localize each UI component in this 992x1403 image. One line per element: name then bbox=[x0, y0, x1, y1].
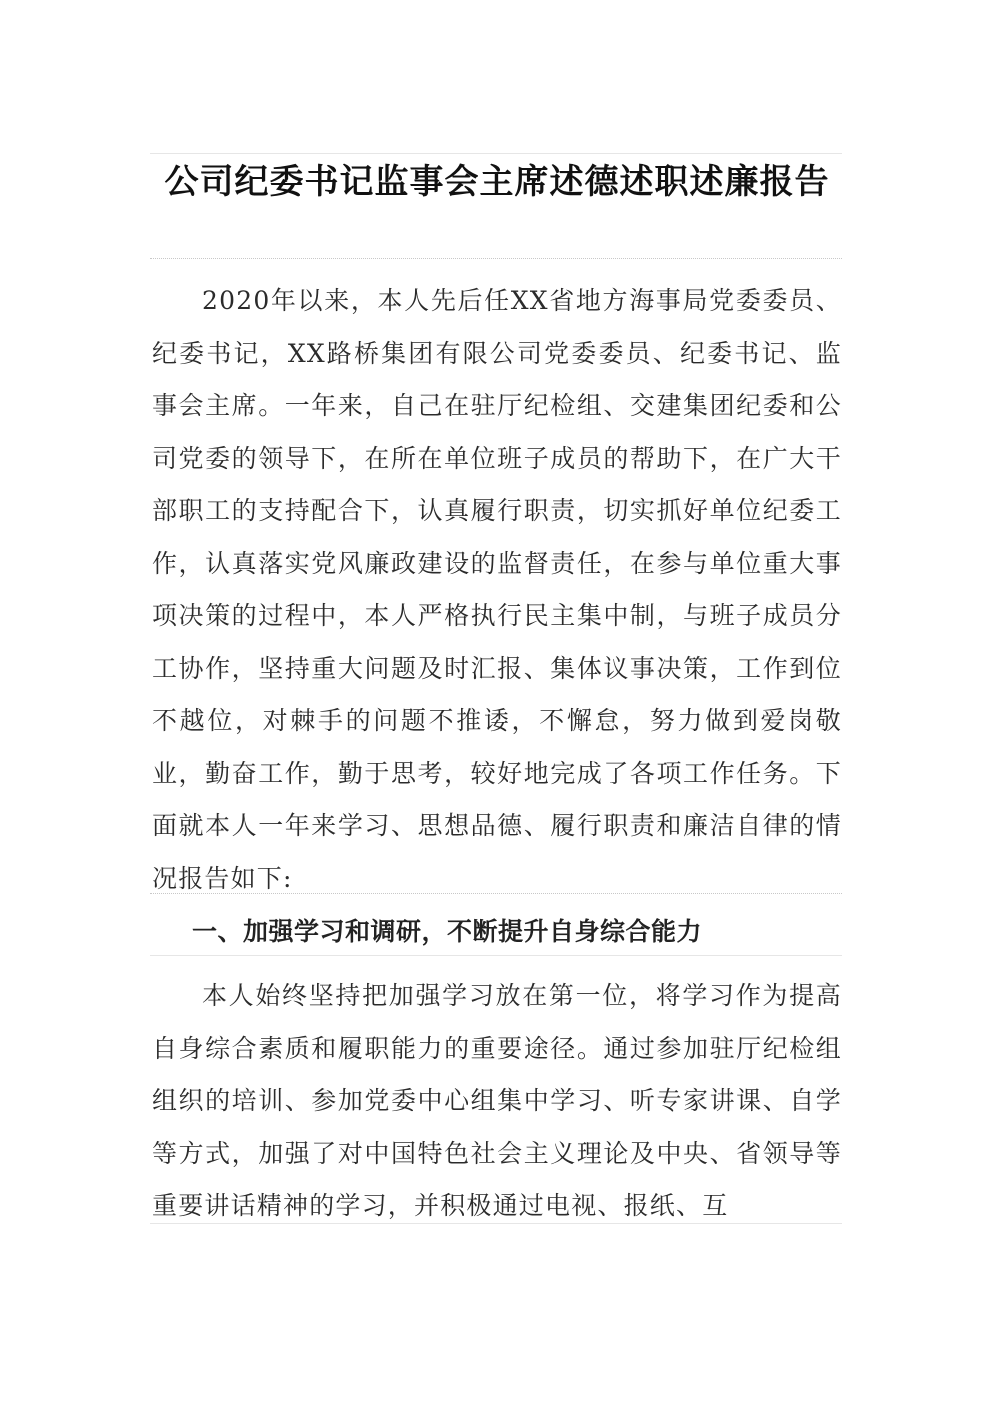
section-heading-1: 一、加强学习和调研，不断提升自身综合能力 bbox=[192, 917, 703, 946]
title-bottom-rule bbox=[150, 258, 842, 259]
document-title: 公司纪委书记监事会主席述德述职述廉报告 bbox=[164, 162, 830, 202]
page-bottom-rule bbox=[150, 1223, 842, 1224]
intro-bottom-rule bbox=[150, 893, 842, 894]
title-top-rule bbox=[150, 153, 842, 154]
intro-paragraph: 2020年以来，本人先后任XX省地方海事局党委委员、纪委书记，XX路桥集团有限公司党委委员、纪委书记、监事会主席。一年来，自己在驻厅纪检组、交建集团纪委和公司党委的领导下，在所在单位班子成员的帮助下，在广大干部职工的支持配合下，认真履行职责，切实抓好单位纪委工作，认真落实党风廉政建设的监督责任，在参与单位重大事项决策的过程中，本人严格执行民主集中制，与班子成员分工协作，坚持重大问题及时汇报、集体议事决策，工作到位不越位，对棘手的问题不推诿，不懈怠，努力做到爱岗敬业，勤奋工作，勤于思考，较好地完成了各项工作任务。下面就本人一年来学习、思想品德、履行职责和廉洁自律的情况报告如下: bbox=[152, 286, 842, 893]
heading-bottom-rule bbox=[150, 955, 842, 956]
section-1-paragraph: 本人始终坚持把加强学习放在第一位，将学习作为提高自身综合素质和履职能力的重要途径。通过参加驻厅纪检组组织的培训、参加党委中心组集中学习、听专家讲课、自学等方式，加强了对中国特色社会主义理论及中央、省领导等重要讲话精神的学习，并积极通过电视、报纸、互 bbox=[152, 981, 842, 1220]
